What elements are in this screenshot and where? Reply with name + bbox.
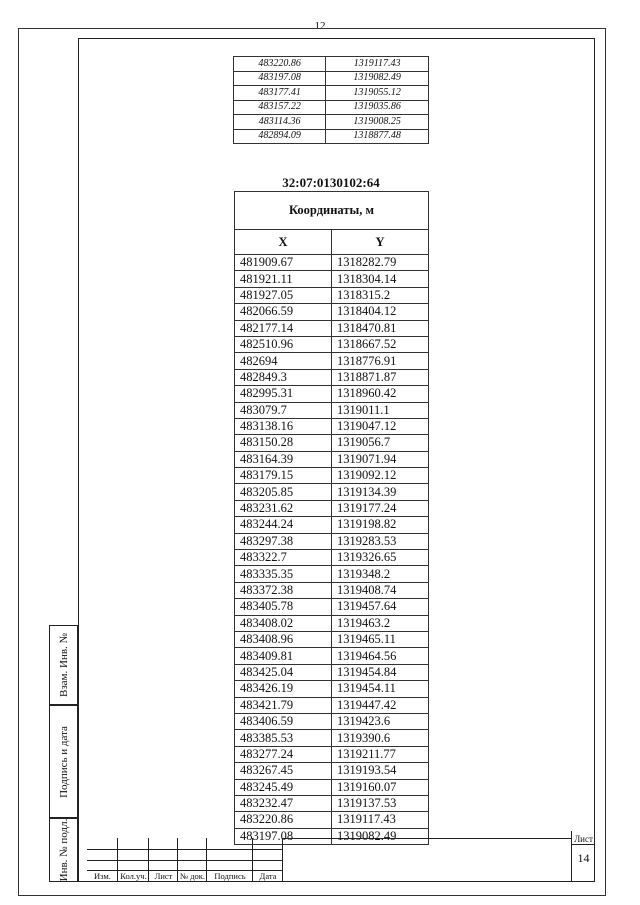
table-row [235,566,429,582]
sheet-box [572,831,595,882]
coord-x-cell: 483220.86 [234,57,326,72]
table-row [235,795,429,811]
coord-x-cell: 483409.81 [235,648,332,664]
sheet-label: Лист [574,834,593,844]
cadastral-number: 32:07:0130102:64 [282,175,380,190]
table-row [235,353,429,369]
table-row [235,582,429,598]
coord-x-cell: 483297.38 [235,533,332,549]
coord-x-cell: 481909.67 [235,255,332,271]
coord-y-cell: 1319071.94 [332,451,429,467]
stamp-label-sheet: Лист [154,871,173,881]
table-row [235,550,429,566]
side-label-replaced-inv: Взам. Инв. № [57,632,70,698]
table-row [234,115,429,130]
coord-y-cell: 1319137.53 [332,795,429,811]
side-field-signature-date [49,705,78,818]
side-field-replaced-inv [49,625,78,705]
coord-x-cell: 481927.05 [235,287,332,303]
coord-y-cell: 1319055.12 [326,86,429,101]
table-row [235,664,429,680]
coord-x-cell: 483267.45 [235,763,332,779]
coordinates-header: Координаты, м [235,192,429,230]
coord-y-cell: 1319423.6 [332,713,429,729]
table-row [235,730,429,746]
table-row [234,71,429,86]
coord-y-cell: 1318776.91 [332,353,429,369]
coord-x-cell: 483245.49 [235,779,332,795]
coord-y-cell: 1318315.2 [332,287,429,303]
coord-y-cell: 1319082.49 [326,71,429,86]
coord-x-cell: 483079.7 [235,402,332,418]
table-row [235,304,429,320]
coord-y-cell: 1319454.11 [332,681,429,697]
coord-y-cell: 1319390.6 [332,730,429,746]
coord-y-cell: 1319463.2 [332,615,429,631]
coord-y-cell: 1319082.49 [332,828,429,844]
coord-x-cell: 483157.22 [234,100,326,115]
coord-x-cell: 483372.38 [235,582,332,598]
coord-y-cell: 1318282.79 [332,255,429,271]
coord-x-cell: 483426.19 [235,681,332,697]
stamp-top-line [283,838,572,839]
coord-x-cell: 483197.08 [234,71,326,86]
coord-x-cell: 483408.02 [235,615,332,631]
coord-y-cell: 1318877.48 [326,129,429,144]
table-row [235,615,429,631]
coord-x-cell: 483421.79 [235,697,332,713]
coord-y-cell: 1318470.81 [332,320,429,336]
continuation-table [233,56,429,144]
table-row [235,648,429,664]
table-row [235,517,429,533]
coord-y-cell: 1319117.43 [332,812,429,828]
table-row [235,369,429,385]
coord-x-cell: 482510.96 [235,336,332,352]
coord-y-cell: 1319117.43 [326,57,429,72]
column-x-header: X [235,230,332,255]
revision-stamp [87,838,283,882]
coord-y-cell: 1319283.53 [332,533,429,549]
stamp-label-date: Дата [259,871,277,881]
table-row [235,533,429,549]
column-y-header: Y [332,230,429,255]
table-row [235,763,429,779]
coord-x-cell: 482894.09 [234,129,326,144]
coord-y-cell: 1319160.07 [332,779,429,795]
coord-x-cell: 482694 [235,353,332,369]
coord-x-cell: 483231.62 [235,500,332,516]
coord-y-cell: 1319464.56 [332,648,429,664]
coord-y-cell: 1319198.82 [332,517,429,533]
coord-x-cell: 483177.41 [234,86,326,101]
coord-x-cell: 483232.47 [235,795,332,811]
table-row [235,386,429,402]
table-row [235,500,429,516]
table-row [235,271,429,287]
table-row [235,599,429,615]
coord-y-cell: 1319211.77 [332,746,429,762]
stamp-label-change: Изм. [94,871,111,881]
coord-y-cell: 1319056.7 [332,435,429,451]
table-row [235,255,429,271]
table-row [235,435,429,451]
table-row [235,779,429,795]
table-row [235,746,429,762]
coord-x-cell: 482849.3 [235,369,332,385]
coord-y-cell: 1319008.25 [326,115,429,130]
coord-x-cell: 483197.08 [235,828,332,844]
coord-y-cell: 1319408.74 [332,582,429,598]
coord-x-cell: 483164.39 [235,451,332,467]
coordinates-table [234,191,429,845]
table-row [235,402,429,418]
coord-y-cell: 1319193.54 [332,763,429,779]
stamp-label-signature: Подпись [214,871,246,881]
table-row [235,336,429,352]
table-row [235,484,429,500]
table-row [235,697,429,713]
coord-x-cell: 483405.78 [235,599,332,615]
table-row [235,418,429,434]
coord-x-cell: 481921.11 [235,271,332,287]
coord-x-cell: 483408.96 [235,631,332,647]
side-field-original-inv [49,818,78,882]
coord-y-cell: 1319011.1 [332,402,429,418]
table-row [234,57,429,72]
coord-x-cell: 483150.28 [235,435,332,451]
coord-y-cell: 1319457.64 [332,599,429,615]
table-row [235,681,429,697]
coord-y-cell: 1319092.12 [332,468,429,484]
coord-y-cell: 1318960.42 [332,386,429,402]
coord-x-cell: 483406.59 [235,713,332,729]
table-row [234,100,429,115]
coord-x-cell: 483205.85 [235,484,332,500]
coord-y-cell: 1319177.24 [332,500,429,516]
coord-y-cell: 1319134.39 [332,484,429,500]
table-row [234,129,429,144]
coord-y-cell: 1319465.11 [332,631,429,647]
coord-x-cell: 482177.14 [235,320,332,336]
coord-x-cell: 483277.24 [235,746,332,762]
coord-x-cell: 483244.24 [235,517,332,533]
stamp-label-doc: № док. [179,871,206,881]
coord-x-cell: 483425.04 [235,664,332,680]
coord-y-cell: 1318871.87 [332,369,429,385]
coord-x-cell: 483179.15 [235,468,332,484]
coord-x-cell: 483220.86 [235,812,332,828]
coord-x-cell: 482066.59 [235,304,332,320]
stamp-label-count: Кол.уч. [120,871,147,881]
table-row [235,812,429,828]
coord-x-cell: 483385.53 [235,730,332,746]
coord-y-cell: 1319035.86 [326,100,429,115]
coord-x-cell: 483322.7 [235,550,332,566]
coord-y-cell: 1319447.42 [332,697,429,713]
table-row [235,713,429,729]
page-number: 12 [314,20,326,32]
coord-y-cell: 1319454.84 [332,664,429,680]
coord-x-cell: 483138.16 [235,418,332,434]
table-row [235,451,429,467]
coord-x-cell: 483114.36 [234,115,326,130]
side-label-original-inv: Инв. № подл. [57,818,70,882]
coord-y-cell: 1318304.14 [332,271,429,287]
sheet-number: 14 [577,851,590,865]
coord-y-cell: 1319326.65 [332,550,429,566]
table-row [235,320,429,336]
coord-y-cell: 1318404.12 [332,304,429,320]
coord-x-cell: 483335.35 [235,566,332,582]
side-label-signature-date: Подпись и дата [57,725,70,798]
coord-x-cell: 482995.31 [235,386,332,402]
table-row [235,468,429,484]
table-row [235,631,429,647]
table-row [234,86,429,101]
coord-y-cell: 1319047.12 [332,418,429,434]
coord-y-cell: 1318667.52 [332,336,429,352]
table-row [235,287,429,303]
coord-y-cell: 1319348.2 [332,566,429,582]
